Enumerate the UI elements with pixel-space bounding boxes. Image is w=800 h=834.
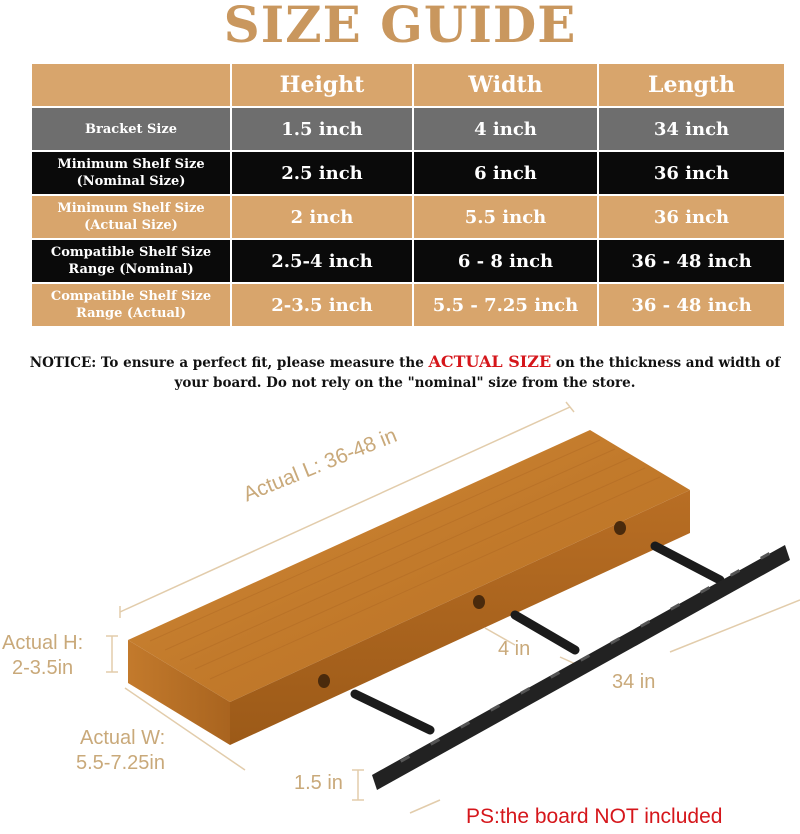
cell-height: 2.5 inch [231, 151, 413, 195]
notice-line2: your board. Do not rely on the "nominal" size from the store. [174, 375, 636, 391]
row-label-line2: Range (Nominal) [68, 262, 194, 277]
row-label-line1: Bracket Size [85, 121, 177, 137]
height-label-2: 2-3.5in [12, 657, 74, 679]
row-label-line2: (Nominal Size) [76, 174, 186, 189]
cell-height: 2.5-4 inch [231, 239, 413, 283]
cell-width: 5.5 - 7.25 inch [413, 283, 598, 327]
header-height: Height [231, 63, 413, 107]
cell-width: 6 inch [413, 151, 598, 195]
row-label-line1: Minimum Shelf Size [57, 201, 205, 216]
row-label-line1: Compatible Shelf Size [50, 245, 212, 260]
notice-prefix: NOTICE: To ensure a perfect fit, please measure the [29, 355, 429, 371]
row-label [31, 107, 231, 151]
table-row [31, 151, 785, 195]
row-label [31, 151, 231, 195]
cell-height: 2 inch [231, 195, 413, 239]
shelf-board [128, 430, 690, 745]
board-not-included-note: PS:the board NOT included [466, 805, 723, 828]
row-label [31, 239, 231, 283]
width-label-1: Actual W: [80, 727, 166, 749]
bracket-length-label: 34 in [612, 671, 656, 693]
header-length: Length [598, 63, 785, 107]
cell-length: 34 inch [598, 107, 785, 151]
table-row [31, 283, 785, 327]
header-corner [31, 63, 231, 107]
header-width: Width [413, 63, 598, 107]
bracket-height-label: 1.5 in [294, 772, 343, 794]
length-label: Actual L: 36-48 in [240, 423, 401, 507]
cell-length: 36 - 48 inch [598, 283, 785, 327]
cell-width: 6 - 8 inch [413, 239, 598, 283]
row-label [31, 283, 231, 327]
cell-width: 4 inch [413, 107, 598, 151]
cell-length: 36 inch [598, 151, 785, 195]
row-label-line2: Range (Actual) [76, 306, 186, 321]
notice-highlight: ACTUAL SIZE [428, 352, 552, 371]
cell-length: 36 inch [598, 195, 785, 239]
rod-spacing-label: 4 in [498, 638, 531, 660]
cell-length: 36 - 48 inch [598, 239, 785, 283]
table-header-row [31, 63, 785, 107]
table-row [31, 195, 785, 239]
cell-width: 5.5 inch [413, 195, 598, 239]
table-row [31, 239, 785, 283]
row-label-line1: Compatible Shelf Size [50, 289, 212, 304]
notice-text [20, 352, 790, 393]
row-label-line2: (Actual Size) [84, 218, 178, 233]
row-label [31, 195, 231, 239]
row-label-line1: Minimum Shelf Size [57, 157, 205, 172]
width-label-2: 5.5-7.25in [76, 752, 165, 774]
table-row [31, 107, 785, 151]
height-label-1: Actual H: [2, 632, 84, 654]
cell-height: 2-3.5 inch [231, 283, 413, 327]
page-title: SIZE GUIDE [223, 0, 577, 54]
size-guide-table [30, 62, 786, 328]
cell-height: 1.5 inch [231, 107, 413, 151]
notice-suffix: on the thickness and width of [551, 355, 781, 371]
